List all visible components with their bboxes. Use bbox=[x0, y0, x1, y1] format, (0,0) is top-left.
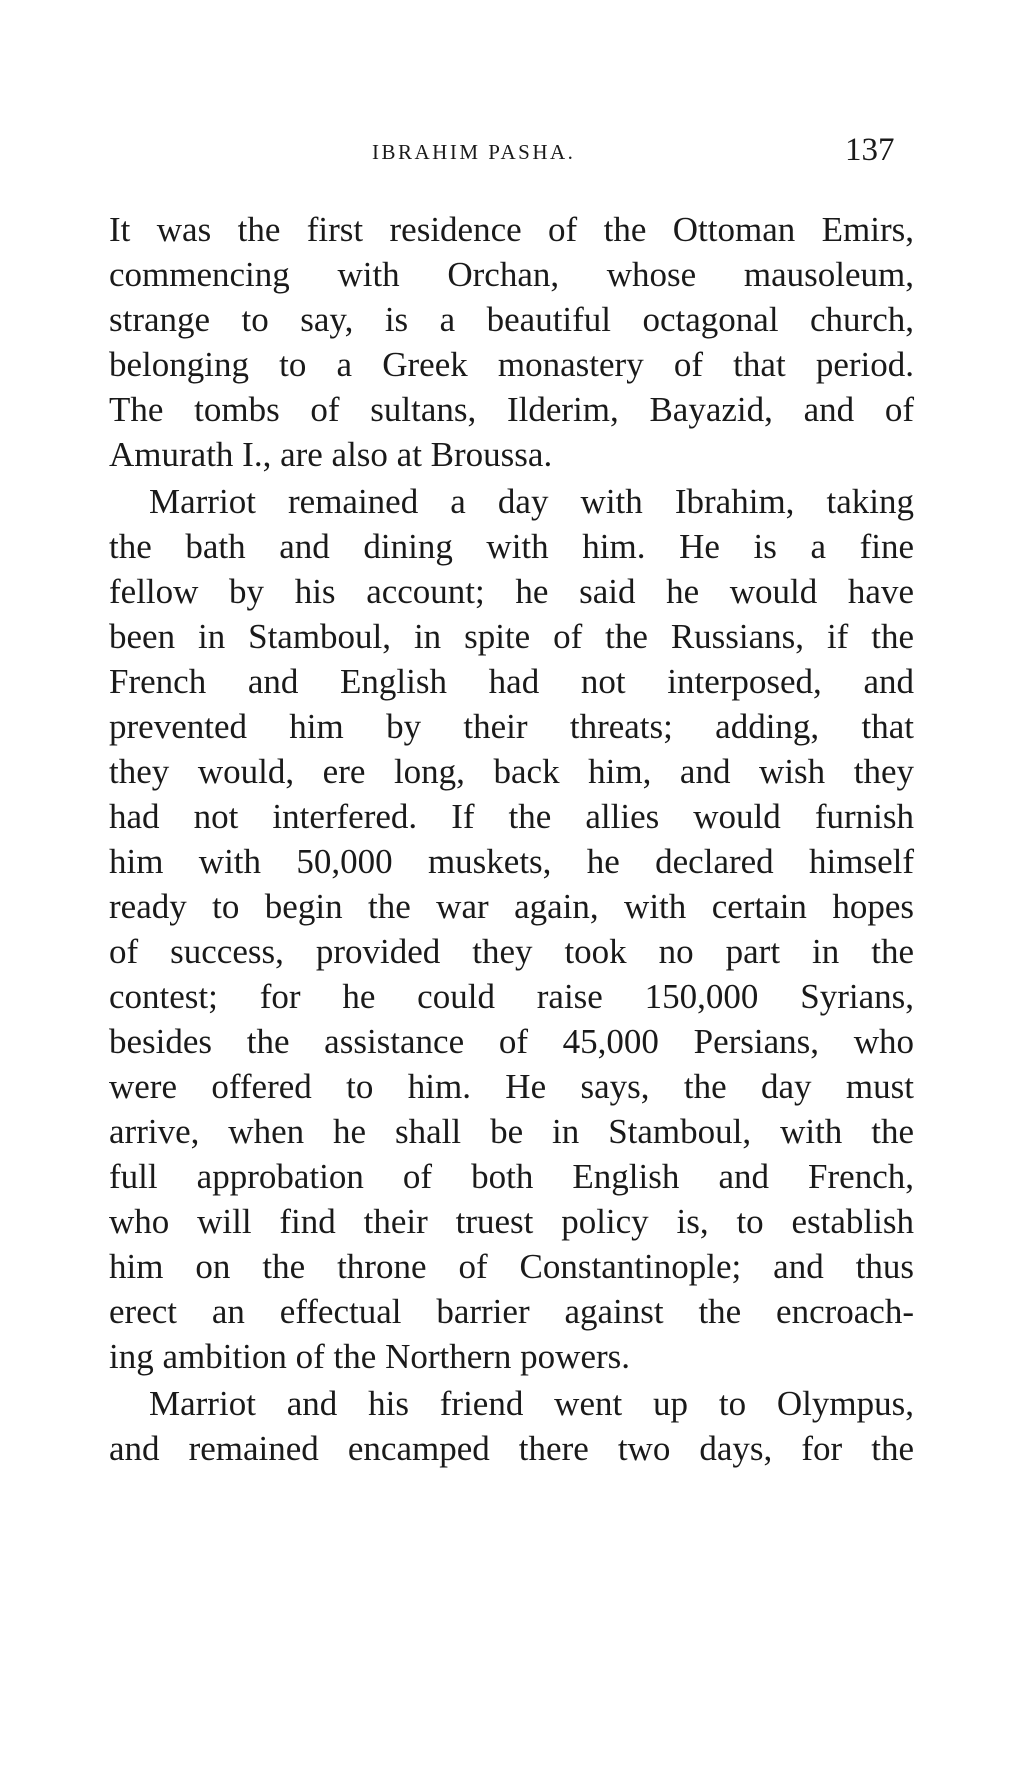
text-line: erect an effectual barrier against the encroach- bbox=[109, 1292, 914, 1331]
text-line: strange to say, is a beautiful octagonal church, bbox=[109, 300, 914, 339]
running-title: IBRAHIM PASHA. bbox=[372, 140, 576, 164]
text-line: belonging to a Greek monastery of that period. bbox=[109, 345, 914, 384]
text-line: they would, ere long, back him, and wish they bbox=[109, 752, 914, 791]
text-line: Marriot remained a day with Ibrahim, taking bbox=[149, 482, 914, 521]
text-line: besides the assistance of 45,000 Persians, who bbox=[109, 1022, 914, 1061]
text-line: him with 50,000 muskets, he declared himself bbox=[109, 842, 914, 881]
text-line: were offered to him. He says, the day must bbox=[109, 1067, 914, 1106]
running-head bbox=[0, 132, 1025, 176]
text-line: arrive, when he shall be in Stamboul, with the bbox=[109, 1112, 914, 1151]
text-line: French and English had not interposed, and bbox=[109, 662, 914, 701]
text-line: commencing with Orchan, whose mausoleum, bbox=[109, 255, 914, 294]
text-line: Amurath I., are also at Broussa. bbox=[109, 435, 553, 474]
text-line: fellow by his account; he said he would have bbox=[109, 572, 914, 611]
text-line: Marriot and his friend went up to Olympus, bbox=[149, 1384, 914, 1423]
text-line: ready to begin the war again, with certain hopes bbox=[109, 887, 914, 926]
text-line: who will find their truest policy is, to establish bbox=[109, 1202, 914, 1241]
text-line: full approbation of both English and French, bbox=[109, 1157, 914, 1196]
text-line: had not interfered. If the allies would furnish bbox=[109, 797, 914, 836]
text-line: ing ambition of the Northern powers. bbox=[109, 1337, 631, 1376]
text-line: and remained encamped there two days, for the bbox=[109, 1429, 914, 1468]
page-number: 137 bbox=[845, 132, 895, 168]
text-line: the bath and dining with him. He is a fine bbox=[109, 527, 914, 566]
text-line: of success, provided they took no part in the bbox=[109, 932, 914, 971]
text-line: contest; for he could raise 150,000 Syrians, bbox=[109, 977, 914, 1016]
text-line: prevented him by their threats; adding, that bbox=[109, 707, 914, 746]
text-line: It was the first residence of the Ottoman Emirs, bbox=[109, 210, 914, 249]
text-line: him on the throne of Constantinople; and thus bbox=[109, 1247, 914, 1286]
text-line: The tombs of sultans, Ilderim, Bayazid, and of bbox=[109, 390, 914, 429]
text-line: been in Stamboul, in spite of the Russians, if the bbox=[109, 617, 914, 656]
